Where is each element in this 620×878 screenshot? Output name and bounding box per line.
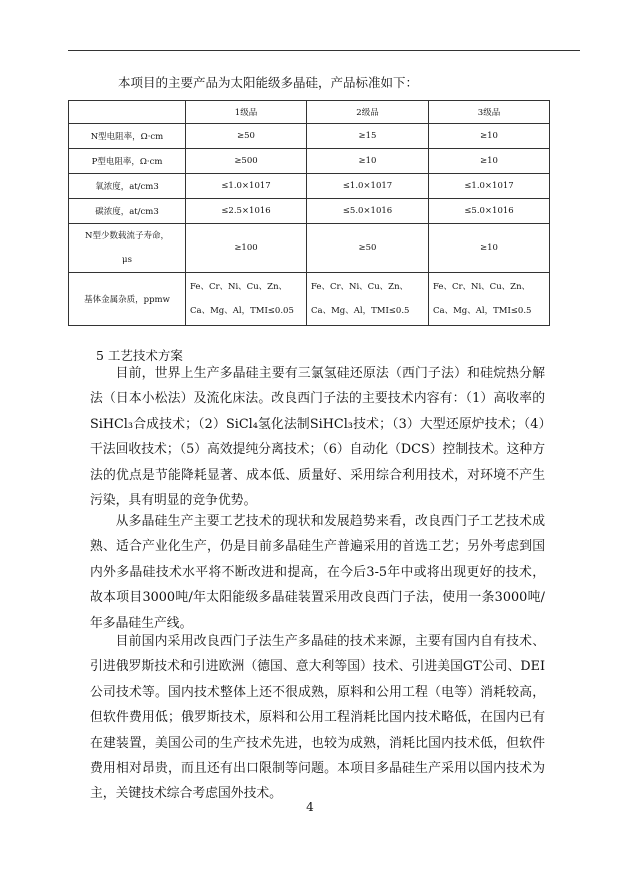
table-header-row: [69, 101, 550, 124]
table-row: [69, 174, 550, 199]
cell-line: Ca、Mg、Al，TMI≤0.5: [311, 306, 410, 316]
table-header-cell: 1级品: [186, 101, 307, 124]
row-label: 碳浓度，at/cm3: [69, 199, 186, 224]
table-cell: ≤1.0×1017: [429, 174, 550, 199]
table-cell: ≤1.0×1017: [307, 174, 429, 199]
table-cell: ≥10: [429, 149, 550, 174]
row-label: 氧浓度，at/cm3: [69, 174, 186, 199]
row-label: P型电阻率，Ω·cm: [69, 149, 186, 174]
table-cell: ≥50: [186, 124, 307, 149]
table-cell: ≤5.0×1016: [429, 199, 550, 224]
cell-line: Fe、Cr、Ni、Cu、Zn、: [311, 282, 409, 292]
table-cell: ≤1.0×1017: [186, 174, 307, 199]
paragraph: 目前国内采用改良西门子法生产多晶硅的技术来源，主要有国内自有技术、引进俄罗斯技术和引进欧洲（德国、意大利等国）技术、引进美国GT公司、DEI公司技术等。国内技术整体上还不很成熟，原料和公用工程（电等）消耗较高，但软件费用低；俄罗斯技术，原料和公用工程消耗比国内技术略低，在国内已有在建装置，美国公司的生产技术先进，也较为成熟，消耗比国内技术低，但软件费用相对昂贵，而且还有出口限制等问题。本项目多晶硅生产采用以国内技术为主，关键技术综合考虑国外技术。: [90, 634, 545, 802]
row-label-line: N型少数载流子寿命，: [85, 231, 169, 241]
cell-line: Fe、Cr、Ni、Cu、Zn、: [190, 282, 288, 292]
table-row: [69, 224, 550, 273]
table-cell: [307, 273, 429, 326]
table-cell: ≥10: [429, 124, 550, 149]
table-cell: ≥10: [429, 224, 550, 273]
row-label: [69, 224, 186, 273]
row-label: N型电阻率，Ω·cm: [69, 124, 186, 149]
table-header-cell: 2级品: [307, 101, 429, 124]
table-cell: ≥10: [307, 149, 429, 174]
table-row: [69, 149, 550, 174]
page-number: 4: [306, 800, 314, 814]
table-cell: ≥100: [186, 224, 307, 273]
table-cell: ≥500: [186, 149, 307, 174]
table-cell: [429, 273, 550, 326]
table-row: [69, 199, 550, 224]
body-text: [90, 629, 545, 807]
cell-line: Ca、Mg、Al，TMI≤0.5: [433, 306, 532, 316]
cell-line: Ca、Mg、Al，TMI≤0.05: [190, 306, 294, 316]
table-cell: [186, 273, 307, 326]
row-label-line: μs: [122, 255, 132, 265]
table-cell: ≤2.5×1016: [186, 199, 307, 224]
table-row: [69, 273, 550, 326]
header-rule: [68, 50, 580, 51]
intro-text: 本项目的主要产品为太阳能级多晶硅，产品标准如下：: [118, 75, 419, 90]
table-cell: ≥15: [307, 124, 429, 149]
row-label: 基体金属杂质，ppmw: [69, 273, 186, 326]
cell-line: Fe、Cr、Ni、Cu、Zn、: [433, 282, 531, 292]
product-spec-table: [68, 100, 550, 326]
table-cell: ≤5.0×1016: [307, 199, 429, 224]
body-text: [90, 361, 545, 513]
paragraph: 从多晶硅生产主要工艺技术的现状和发展趋势来看，改良西门子工艺技术成熟、适合产业化生产，仍是目前多晶硅生产普遍采用的首选工艺；另外考虑到国内外多晶硅技术水平将不断改进和提高，在今后3-5年中或将出现更好的技术，故本项目3000吨/年太阳能级多晶硅装置采用改良西门子法，使用一条3000吨/年多晶硅生产线。: [90, 514, 545, 631]
paragraph: 目前，世界上生产多晶硅主要有三氯氢硅还原法（西门子法）和硅烷热分解法（日本小松法）及流化床法。改良西门子法的主要技术内容有：（1）高收率的SiHCl₃合成技术；（2）SiCl₄氢化法制SiHCl₃技术；（3）大型还原炉技术；（4）干法回收技术；（5）高效提纯分离技术；（6）自动化（DCS）控制技术。这种方法的优点是节能降耗显著、成本低、质量好、采用综合利用技术，对环境不产生污染，具有明显的竞争优势。: [90, 366, 545, 509]
body-text: [90, 509, 545, 636]
table-header-cell: [69, 101, 186, 124]
table-row: [69, 124, 550, 149]
section-title: 5 工艺技术方案: [96, 348, 183, 363]
table-cell: ≥50: [307, 224, 429, 273]
table-header-cell: 3级品: [429, 101, 550, 124]
